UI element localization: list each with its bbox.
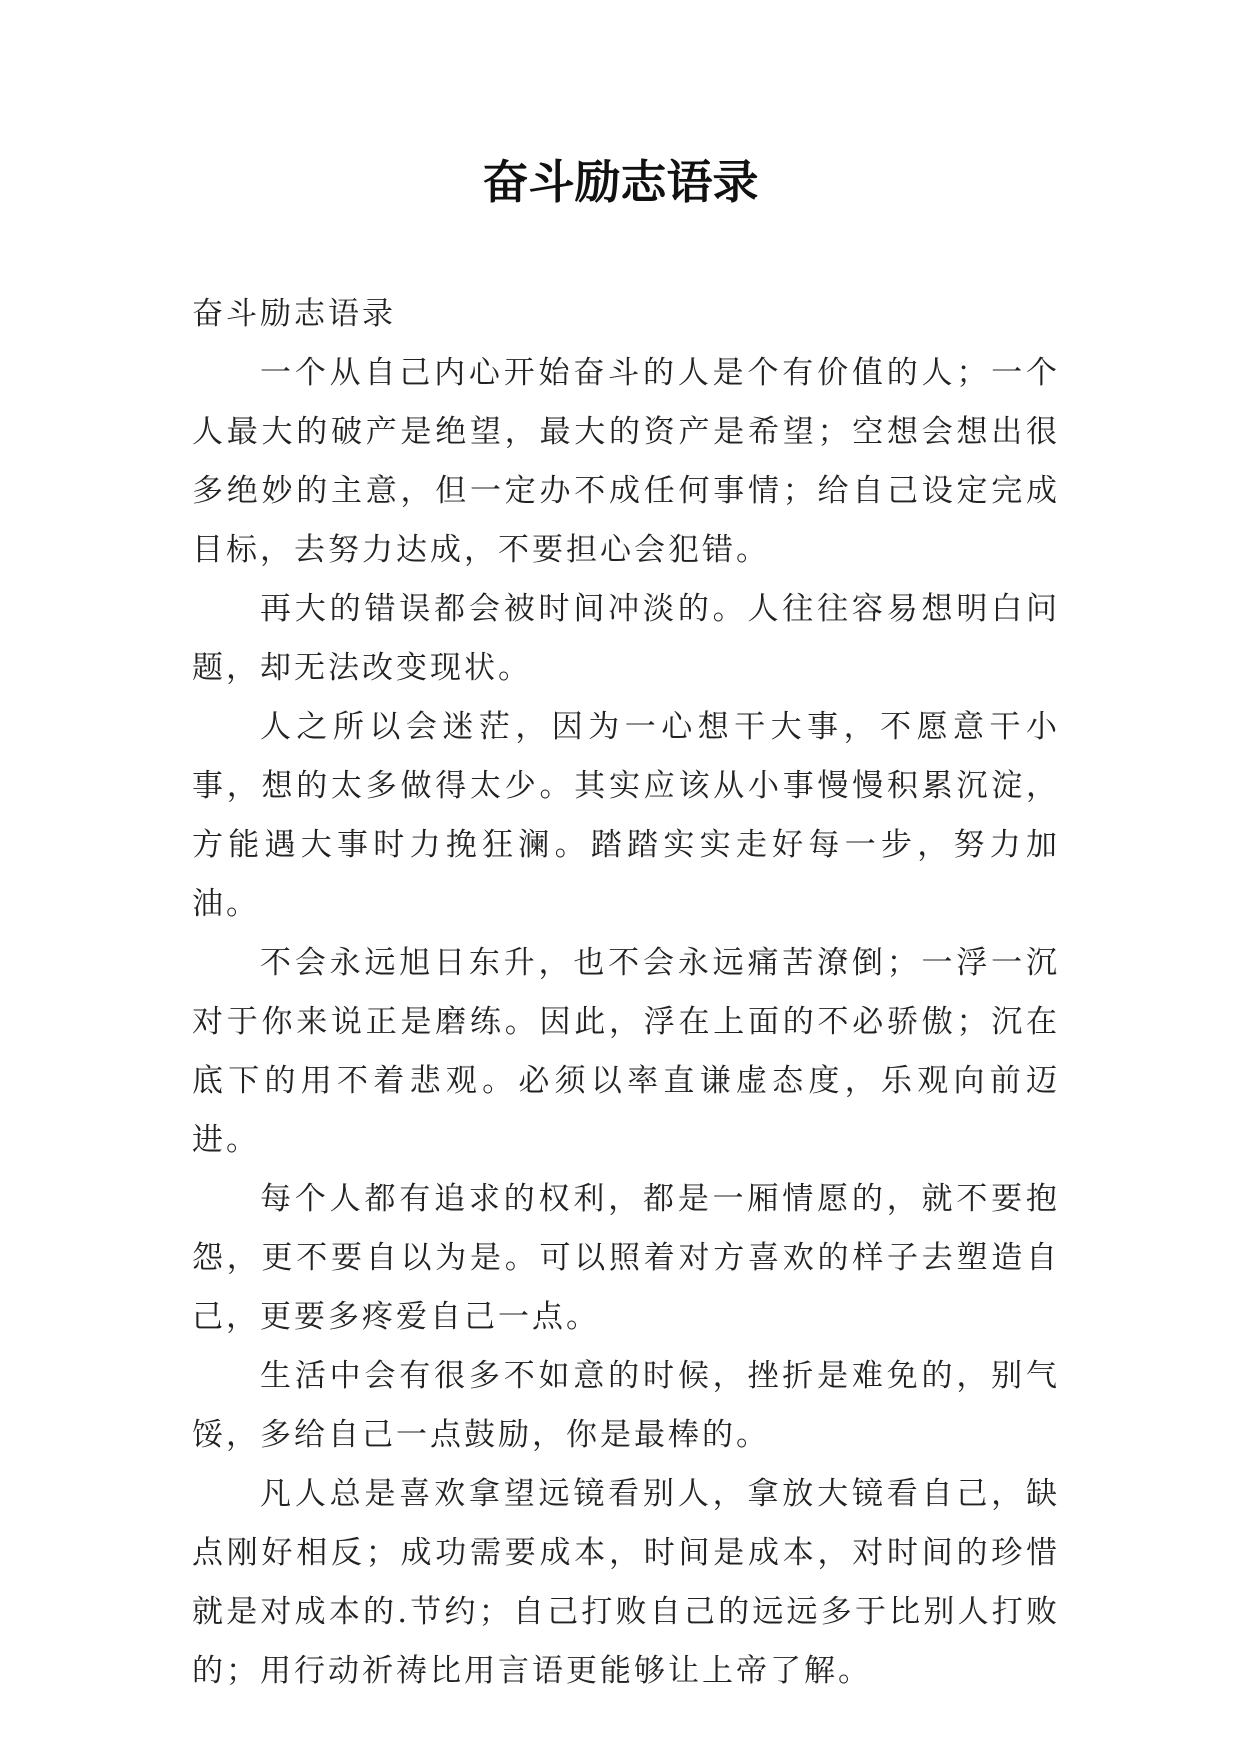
paragraph-1: 一个从自己内心开始奋斗的人是个有价值的人；一个人最大的破产是绝望，最大的资产是希望；空想会想出很多绝妙的主意，但一定办不成任何事情；给自己设定完成目标，去努力达成，不要担心会犯错。 [192, 355, 1060, 568]
paragraph-6: 生活中会有很多不如意的时候，挫折是难免的，别气馁，多给自己一点鼓励，你是最棒的。 [192, 1358, 1060, 1453]
document-body [192, 285, 1060, 1701]
document-title: 奋斗励志语录 [482, 155, 759, 209]
paragraph-3: 人之所以会迷茫，因为一心想干大事，不愿意干小事，想的太多做得太少。其实应该从小事慢慢积累沉淀，方能遇大事时力挽狂澜。踏踏实实走好每一步，努力加油。 [192, 709, 1060, 922]
paragraph-5: 每个人都有追求的权利，都是一厢情愿的，就不要抱怨，更不要自以为是。可以照着对方喜欢的样子去塑造自己，更要多疼爱自己一点。 [192, 1181, 1060, 1335]
paragraph-2: 再大的错误都会被时间冲淡的。人往往容易想明白问题，却无法改变现状。 [192, 591, 1060, 686]
paragraph-7: 凡人总是喜欢拿望远镜看别人，拿放大镜看自己，缺点刚好相反；成功需要成本，时间是成本，对时间的珍惜就是对成本的.节约；自己打败自己的远远多于比别人打败的；用行动祈祷比用言语更能够让上帝了解。 [192, 1476, 1060, 1689]
document-subtitle: 奋斗励志语录 [192, 296, 396, 332]
paragraph-4: 不会永远旭日东升，也不会永远痛苦潦倒；一浮一沉对于你来说正是磨练。因此，浮在上面的不必骄傲；沉在底下的用不着悲观。必须以率直谦虚态度，乐观向前迈进。 [192, 945, 1060, 1158]
